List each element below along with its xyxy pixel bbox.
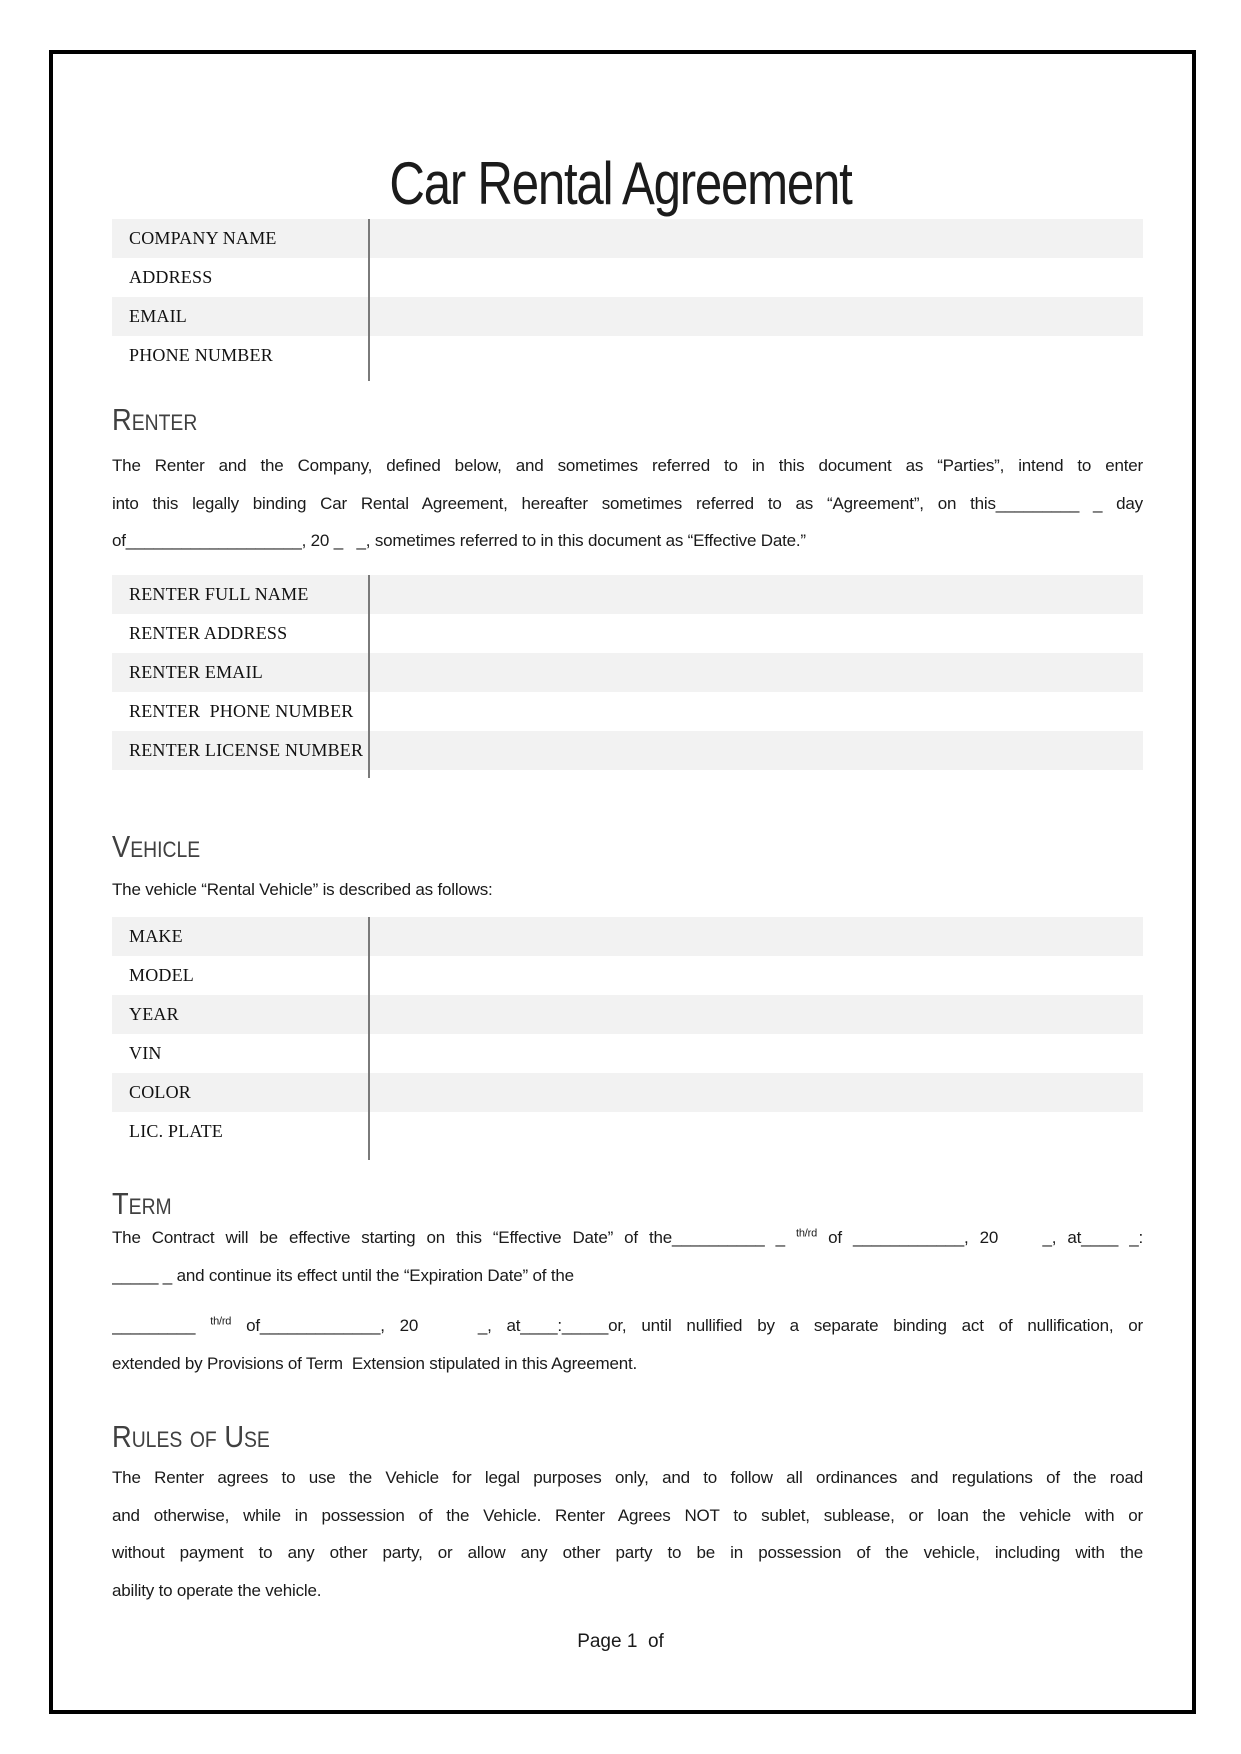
- renter-full-name-label: RENTER FULL NAME: [129, 584, 309, 604]
- table-row: [112, 575, 1143, 614]
- renter-full-name-field[interactable]: [368, 575, 1143, 614]
- vehicle-plate-label: LIC. PLATE: [129, 1121, 223, 1141]
- table-row: [112, 917, 1143, 956]
- paragraph-line: The vehicle “Rental Vehicle” is described as follows:: [112, 880, 493, 899]
- vehicle-info-table: [112, 917, 1143, 1151]
- table-divider-line: [368, 575, 370, 778]
- renter-info-table: [112, 575, 1143, 770]
- renter-phone-field[interactable]: [368, 692, 1143, 731]
- table-row: [112, 731, 1143, 770]
- paragraph-line: The Renter and the Company, defined below, and sometimes referred to in this document as “Parties”, intend to enter: [112, 456, 1143, 475]
- document-title: Car Rental Agreement: [389, 150, 852, 217]
- vehicle-intro-paragraph: [112, 871, 1143, 909]
- paragraph-line: [112, 1219, 1143, 1257]
- table-row: [112, 653, 1143, 692]
- company-info-table: [112, 219, 1143, 375]
- vehicle-model-label: MODEL: [129, 965, 194, 985]
- vehicle-vin-label: VIN: [129, 1043, 162, 1063]
- renter-license-field[interactable]: [368, 731, 1143, 770]
- table-divider-line: [368, 219, 370, 381]
- company-phone-field[interactable]: [368, 336, 1143, 375]
- paragraph-line: The Renter agrees to use the Vehicle for legal purposes only, and to follow all ordinances and regulations of the road: [112, 1468, 1143, 1487]
- paragraph-line: of___________________, 20 _ _, sometimes referred to in this document as “Effective Date.”: [112, 531, 806, 550]
- paragraph-line: and otherwise, while in possession of the Vehicle. Renter Agrees NOT to sublet, sublease, or loan the vehicle with or: [112, 1505, 1143, 1525]
- section-heading-rules-of-use: Rules of Use: [112, 1419, 270, 1454]
- renter-phone-label: RENTER PHONE NUMBER: [129, 701, 354, 721]
- table-divider-line: [368, 917, 370, 1160]
- rules-paragraph: [112, 1459, 1143, 1609]
- section-heading-vehicle: Vehicle: [112, 829, 201, 864]
- paragraph-line: into this legally binding Car Rental Agreement, hereafter sometimes referred to as “Agreement”, on this_________ _ day: [112, 493, 1143, 513]
- paragraph-line: ability to operate the vehicle.: [112, 1580, 322, 1600]
- company-name-label: COMPANY NAME: [129, 228, 277, 248]
- table-row: [112, 614, 1143, 653]
- vehicle-year-label: YEAR: [129, 1004, 179, 1024]
- vehicle-plate-field[interactable]: [368, 1112, 1143, 1151]
- company-address-field[interactable]: [368, 258, 1143, 297]
- table-row: [112, 1034, 1143, 1073]
- table-row: [112, 219, 1143, 258]
- vehicle-model-field[interactable]: [368, 956, 1143, 995]
- table-row: [112, 692, 1143, 731]
- company-email-label: EMAIL: [129, 306, 187, 326]
- vehicle-make-label: MAKE: [129, 926, 183, 946]
- paragraph-line: _____ _ and continue its effect until the “Expiration Date” of the: [112, 1265, 574, 1285]
- table-row: [112, 1112, 1143, 1151]
- company-name-field[interactable]: [368, 219, 1143, 258]
- ordinal-superscript: th/rd: [796, 1227, 818, 1240]
- vehicle-color-field[interactable]: [368, 1073, 1143, 1112]
- company-phone-label: PHONE NUMBER: [129, 345, 273, 365]
- renter-license-label: RENTER LICENSE NUMBER: [129, 740, 364, 760]
- table-row: [112, 297, 1143, 336]
- page-footer: Page 1 of: [577, 1631, 664, 1652]
- renter-email-label: RENTER EMAIL: [129, 662, 263, 682]
- term-paragraph-1: [112, 1219, 1143, 1294]
- company-email-field[interactable]: [368, 297, 1143, 336]
- vehicle-make-field[interactable]: [368, 917, 1143, 956]
- term-text: The Contract will be effective starting on this “Effective Date” of the__________ _: [112, 1228, 796, 1247]
- renter-address-label: RENTER ADDRESS: [129, 623, 288, 643]
- table-row: [112, 956, 1143, 995]
- term-paragraph-2: [112, 1307, 1143, 1382]
- renter-address-field[interactable]: [368, 614, 1143, 653]
- table-row: [112, 258, 1143, 297]
- vehicle-vin-field[interactable]: [368, 1034, 1143, 1073]
- ordinal-superscript: th/rd: [210, 1315, 232, 1328]
- section-heading-renter: Renter: [112, 402, 198, 437]
- table-row: [112, 336, 1143, 375]
- vehicle-color-label: COLOR: [129, 1082, 192, 1102]
- table-row: [112, 1073, 1143, 1112]
- company-address-label: ADDRESS: [129, 267, 213, 287]
- paragraph-line: without payment to any other party, or allow any other party to be in possession of the vehicle, including with the: [112, 1543, 1143, 1562]
- term-text: _________: [112, 1316, 211, 1335]
- table-row: [112, 995, 1143, 1034]
- paragraph-line: extended by Provisions of Term Extension stipulated in this Agreement.: [112, 1353, 638, 1373]
- renter-intro-paragraph: [112, 447, 1143, 560]
- term-text: of_____________, 20 _, at____:_____or, until nullified by a separate binding act of nullification, or: [231, 1316, 1143, 1335]
- vehicle-year-field[interactable]: [368, 995, 1143, 1034]
- renter-email-field[interactable]: [368, 653, 1143, 692]
- paragraph-line: [112, 1307, 1143, 1345]
- section-heading-term: Term: [112, 1186, 172, 1221]
- term-text: of ____________, 20 _, at____ _:: [817, 1228, 1143, 1247]
